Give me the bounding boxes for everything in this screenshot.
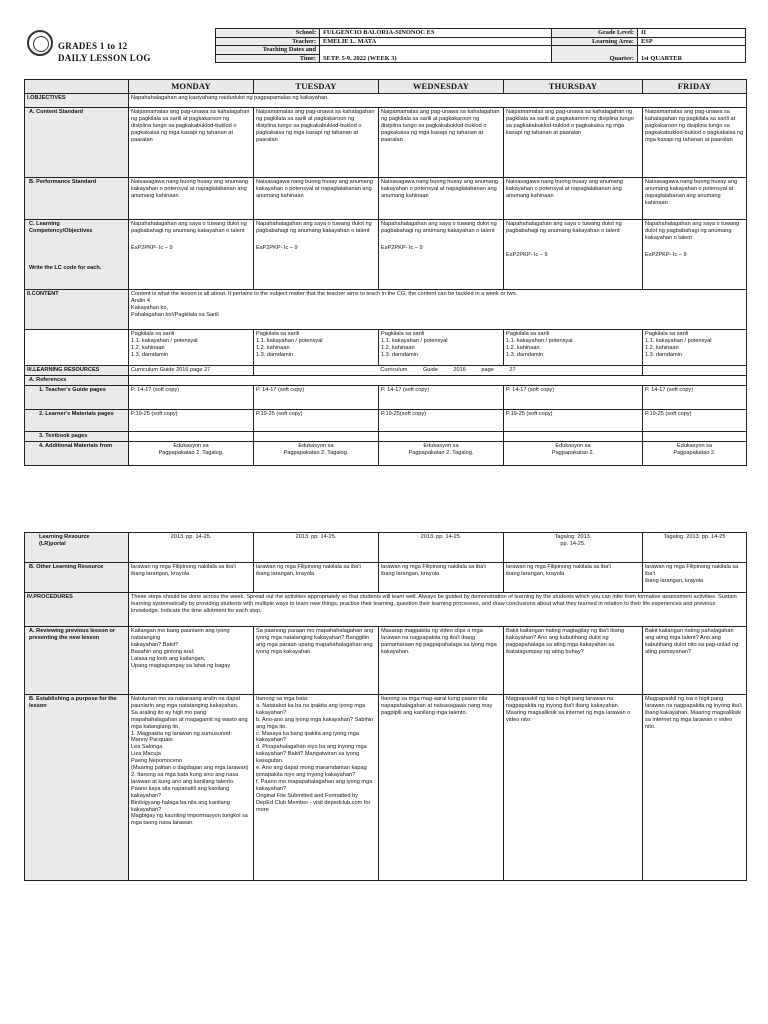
quarter-value: 1st QUARTER [638, 46, 746, 63]
resources-label: III.LEARNING RESOURCES [25, 366, 129, 376]
additional-materials-cell: Edukasyon sa Pagpapakatao 2. Tagalog. [254, 441, 379, 465]
performance-standard-cell: Naisasagawa nang buong husay ang anumang kakayahan o potensyal at napaglalabanan ang anumang kahinaan [254, 178, 379, 220]
resources-cg-spread: Curriculum Guide 2016 page 27 [254, 366, 643, 376]
additional-materials-label: 4. Additional Materials from [25, 441, 129, 465]
procedures-label: IV.PROCEDURES [25, 593, 129, 627]
competency-cell: Napahahalagahan ang saya o tuwang dulot ng pagbabahagi ng anumang kakayahan o talent EsP2PKP- Ic – 9 [129, 220, 254, 290]
other-resources-cell: larawan ng mga Filipinong nakilala sa iba't ibang larangan, krayola [254, 563, 379, 593]
grades-title [58, 40, 151, 64]
grade-value: II [638, 29, 746, 38]
reviewing-cell: Bakit kailangan nating magtagilay ng iba't ibang kakayahan? Ano ang kabutihang dulot ng pagpapahalaga sa ating mga kakayahan sa ikatatagumpay ng ating buhay? [504, 627, 643, 695]
content-standard-cell: Naipamamalas ang pag-unawa sa kahalagahan ng pagkilala sa sarili at pagkakaroon ng disiplina tungo sa pagkakabuklod-buklod o pagkakaisa ng mga kasapi ng tahanan at paaralan [643, 108, 747, 178]
lc-code: EsP2PKP- Ic – 9 [256, 244, 298, 251]
performance-standard-cell: Naisasagawa nang buong husay ang anumang kakayahan o potensyal at napaglalabanan ang anumang kahinaan [643, 178, 747, 220]
reviewing-cell: Masarap magpakita ng video clips o mga larawan na nagpapakita ng iba't ibang pamamaraan ng pagpapahalaga sa iyong mga kakayahan. [379, 627, 504, 695]
content-standard-cell: Naipamamalas ang pag-unawa sa kahalagahan ng pagkilala sa sarili at pagkakaroon ng disiplina tungo sa pagkakabuklod-buklod o pagkakaisa ng mga kasapi ng tahanan at paaralan [504, 108, 643, 178]
objectives-label: I.OBJECTIVES [25, 94, 129, 108]
additional-materials-cell: Edukasyon sa Pagpapakatao 2. [504, 441, 643, 465]
content-blank [25, 330, 129, 366]
lr-portal-cell: Tagalog. 2013. pp. 14-25 [643, 533, 747, 563]
learners-materials-label: 2. Learner's Materials pages [25, 409, 129, 431]
competency-label: C. Learning Competency/Objectives Write the LC code for each. [25, 220, 129, 290]
reviewing-cell: Bakit kailangan nating pahalagahan ang ating mga talent? Ano ang kabutihang dulot nito sa pag-unlad ng ating pamayanan? [643, 627, 747, 695]
day-monday: MONDAY [129, 80, 254, 94]
performance-standard-cell: Naisasagawa nang buong husay ang anumang kakayahan o potensyal at napaglalabanan ang anumang kahinaan [129, 178, 254, 220]
content-cell: Pagkilala sa sarili 1.1. kakayahan / potensyal 1.2. kahinaan 1.3. damdamin [504, 330, 643, 366]
performance-standard-cell: Naisasagawa nang buong husay ang anumang kakayahan o potensyal at napaglalabanan ang anumang kahinaan [504, 178, 643, 220]
learners-materials-cell: P.19-25 (soft copy) [504, 409, 643, 431]
learners-materials-cell: P.19-25(soft copy) [379, 409, 504, 431]
teachers-guide-cell: P. 14-17 (soft copy) [129, 385, 254, 409]
lr-portal-cell: 2013. pp. 14-25. [129, 533, 254, 563]
lc-code: EsP2PKP- Ic – 9 [506, 251, 548, 258]
establishing-purpose-cell: Natutunan mo sa nakaraang aralin na dapat paunlarin ang mga natatanging kakayahan. Sa araling ito ay higit mo pang mapahahalagahan at magagamit ng wasto ang mga katangiang ito. 1. Magpakita ng larawan ng sumusunod: Manny Pacquaio Lea Salonga Liza Macuja Paeng Nepomoceno (Maaring palitan o dagdagan ang mga larawan) 2. Itanong sa mga bata kung sino ang nasa larawan at kung ano ang kanilang talento. Paano kaya sila napanatili ang kanilang kakayahan? Binibigyang-halaga ba nila ang kanilang kakayahan? Magbigay ng kaunting impormasyon tungkol sa mga taong nasa larawan. [129, 695, 254, 881]
competency-cell: Napahahalagahan ang saya o tuwang dulot ng pagbabahagi ng anumang kakayahan o talent EsP2PKP- Ic – 9 [379, 220, 504, 290]
page-one [0, 0, 768, 480]
additional-materials-cell: Edukasyon sa Pagpapakatao 2. Tagalog. [379, 441, 504, 465]
content-standard-label: A. Content Standard [25, 108, 129, 178]
page-two [0, 518, 768, 1024]
reviewing-label: A. Reviewing previous lesson or presenting the new lesson [25, 627, 129, 695]
area-value: ESP [638, 37, 746, 46]
blank-header [25, 80, 129, 94]
content-label: II.CONTENT [25, 290, 129, 330]
lr-portal-cell: 2013. pp. 14-25. [254, 533, 379, 563]
content-intro: Content is what the lesson is all about. It pertains to the subject matter that the teacher aims to teach in the CG, the content can be tackled in a week or two. Aralin 4 Kakayahan ko, Pahalagahan ko!/Pagkilala sa Sarili [129, 290, 747, 330]
grades-label: GRADES 1 to 12 [58, 41, 128, 51]
lr-portal-label: Learning Resource (LR)portal [25, 533, 129, 563]
school-value: FULGENCIO BALORIA-SINONOC ES [320, 29, 552, 38]
teacher-value: EMELIE L. MATA [320, 37, 552, 46]
competency-cell: Napahahalagahan ang saya o tuwang dulot ng pagbabahagi ng anumang kakayahan o talent EsP2PKP- Ic – 9 [254, 220, 379, 290]
lesson-table [24, 79, 747, 466]
teachers-guide-label: 1. Teacher's Guide pages [25, 385, 129, 409]
learners-materials-cell: P.19-25 (soft copy) [643, 409, 747, 431]
textbook-label: 3. Textbook pages [25, 431, 129, 441]
establishing-purpose-cell: Itanong sa mga mag-aaral kung paano nila napapahalagahan at naisasagawa nang may pagpipili ang kanilang mga talento. [379, 695, 504, 881]
learners-materials-cell: P.19-25 (soft copy) [254, 409, 379, 431]
daily-lesson-log-label: DAILY LESSON LOG [58, 53, 151, 63]
teachers-guide-cell: P. 14-17 (soft copy) [643, 385, 747, 409]
content-cell: Pagkilala sa sarili 1.1. kakayahan / potensyal 1.2. kahinaan 1.3. damdamin [379, 330, 504, 366]
day-friday: FRIDAY [643, 80, 747, 94]
content-cell: Pagkilala sa sarili 1.1. kakayahan / potensyal 1.2. kahinaan 1.3. damdamin [254, 330, 379, 366]
competency-cell: Napahahalagahan ang saya o tuwang dulot ng pagbabahagi ng anumang kakayahan o talent EsP2PKP- Ic – 9 [643, 220, 747, 290]
day-tuesday: TUESDAY [254, 80, 379, 94]
header-table: School: FULGENCIO BALORIA-SINONOC ES Grade Level: II Teacher: EMELIE L. MATA Learning Area: ESP Teaching Dates and SETP. 5-9, 2022 (WEEK 3) Quarter: 1st QUARTER Time: [215, 28, 746, 63]
content-cell: Pagkilala sa sarili 1.1. kakayahan / potensyal 1.2. kahinaan 1.3. damdamin [643, 330, 747, 366]
content-standard-cell: Naipamamalas ang pag-unawa sa kahalagahan ng pagkilala sa sarili at pagkakaroon ng disiplina tungo sa pagkakabuklod-buklod o pagkakaisa ng mga kasapi ng tahanan at paaralan [254, 108, 379, 178]
reviewing-cell: Sa paanong paraan mo mapahahalagahan ang iyong mga natatanging kakayahan? Banggitin ang mga paraan upang mapahahalagahan ang iyong mga kakayahan. [254, 627, 379, 695]
establishing-purpose-label: B. Establishing a purpose for the lesson [25, 695, 129, 881]
other-resources-cell: larawan ng mga Filipinong nakilala sa iba't ibang larangan, krayola [504, 563, 643, 593]
reviewing-cell: Kailangan mo bang paunlarin ang iyong natatanging kakayahan? Bakit? Basahin ang gintong aral: Laiasa ng loob ang kailangan, Upang magtagumpay sa lahat ng bagay [129, 627, 254, 695]
establishing-purpose-cell: Magpapaskil ng isa o higit pang larawan na nagpapakita ng inyong iba't ibang kakayahan. Maaring magsaliksik sa internet ng mga larawan o video nito. [504, 695, 643, 881]
procedures-text: These steps should be done across the week. Spread out the activities appropriately so that students will learn well. Always be guided by demonstration of learning by the students which you can infer from formative assessment activities. Sustain learning systematically by providing students with multiple ways to learn new things, practice their learning, question their learning processes, and draw conclusions about what they learned in relation to their life experiences and previous knowledge. Indicate the time allotment for each step. [129, 593, 747, 627]
deped-seal-icon [27, 30, 53, 56]
establishing-purpose-cell: Itanong sa mga bata: a. Natatakot ka ba na ipakita ang iyong mga kakayahan? b. Ano-ano ang iyong mga kakayahan? Sabihin ang mga ito. c. Masaya ka bang ipakita ang iyong mga kakayahan? d. Pinapahalagahan niyo ba ang inyong mga kakayahan? Bakit? Mangatwiran sa iyong kasagutan. e. Ano ang dapat mong maramdaman kapag ipinapakita niyo ang inyong kakayahan? f. Paano mo mapapahalagahan ang iyong mga kakayahan? Original File Submitted and Formatted by DepEd Club Member - visit depedclub.com for more [254, 695, 379, 881]
objectives-text: Napahahalagahan ang kasiyahang naidudulot ng pagpapamalas ng kakayahan. [129, 94, 747, 108]
day-wednesday: WEDNESDAY [379, 80, 504, 94]
lc-code-note: Write the LC code for each. [29, 264, 102, 271]
performance-standard-cell: Naisasagawa nang buong husay ang anumang kakayahan o potensyal at napaglalabanan ang anumang kahinaan [379, 178, 504, 220]
other-resources-cell: larawan ng mga Filipinong nakilala sa iba't ibang larangan, krayola [129, 563, 254, 593]
teachers-guide-cell: P. 14-17 (soft copy) [379, 385, 504, 409]
lr-portal-cell: 2013. pp. 14-25. [379, 533, 504, 563]
other-resources-cell: larawan ng mga Filipinong nakilala sa iba't ibang larangan, krayola [643, 563, 747, 593]
performance-standard-label: B. Performance Standard [25, 178, 129, 220]
learners-materials-cell: P.19-25 (soft copy) [129, 409, 254, 431]
establishing-purpose-cell: Magpapaskil ng isa o higit pang larawan na nagpapakita ng inyong iba't ibang kakayahan. Maaring magsaliksik sa internet ng mga larawan o video nito. [643, 695, 747, 881]
lc-code: EsP2PKP- Ic – 9 [381, 244, 423, 251]
teachers-guide-cell: P. 14-17 (soft copy) [504, 385, 643, 409]
lc-code: EsP2PKP- Ic – 9 [645, 251, 687, 258]
content-standard-cell: Naipamamalas ang pag-unawa sa kahalagahan ng pagkilala sa sarili at pagkakaroon ng disiplina tungo sa pagkakabuklod-buklod o pagkakaisa ng mga kasapi ng tahanan at paaralan [129, 108, 254, 178]
day-thursday: THURSDAY [504, 80, 643, 94]
references-label: A. References [25, 375, 129, 385]
competency-cell: Napahahalagahan ang saya o tuwang dulot ng pagbabahagi ng anumang kakayahan o talent EsP2PKP- Ic – 9 [504, 220, 643, 290]
resources-cg: Curriculum Guide 2016 page 27 [129, 366, 254, 376]
lc-code: EsP2PKP- Ic – 9 [131, 244, 173, 251]
other-resources-cell: larawan ng mga Filipinong nakilala sa iba't ibang larangan, krayola [379, 563, 504, 593]
additional-materials-cell: Edukasyon sa Pagpapakatao 2. [643, 441, 747, 465]
dates-value: SETP. 5-9, 2022 (WEEK 3) [320, 46, 552, 63]
additional-materials-cell: Edukasyon sa Pagpapakatao 2. Tagalog. [129, 441, 254, 465]
content-standard-cell: Naipamamalas ang pag-unawa sa kahalagahan ng pagkilala sa sarili at pagkakaroon ng disiplina tungo sa pagkakabuklod-buklod o pagkakaisa ng mga kasapi ng tahanan at paaralan [379, 108, 504, 178]
other-resources-label: B. Other Learning Resource [25, 563, 129, 593]
lr-portal-cell: Tagalog. 2013. pp. 14-25. [504, 533, 643, 563]
content-cell: Pagkilala sa sarili 1.1. kakayahan / potensyal 1.2. kahinaan 1.3. damdamin [129, 330, 254, 366]
teachers-guide-cell: P. 14-17 (soft copy) [254, 385, 379, 409]
lesson-table-continued [24, 532, 747, 881]
